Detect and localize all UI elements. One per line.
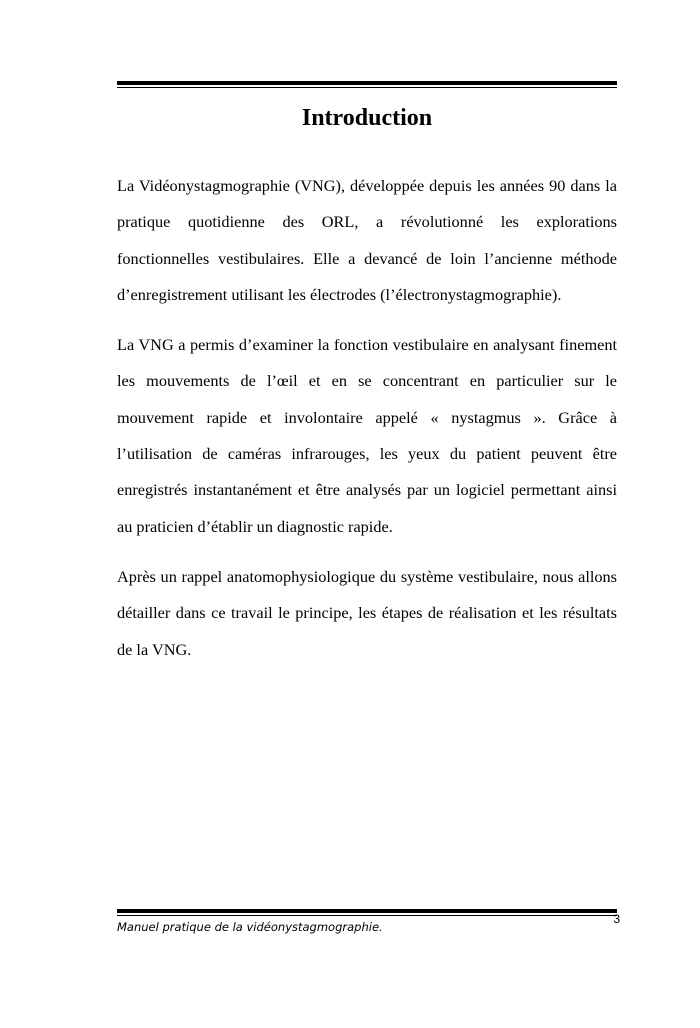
header-rule xyxy=(117,81,617,89)
footer-rule xyxy=(117,909,617,917)
page-number: 3 xyxy=(613,912,620,926)
body-text xyxy=(117,168,617,682)
footer-text: Manuel pratique de la vidéonystagmographie. xyxy=(117,920,383,934)
header-rule-thin xyxy=(117,87,617,88)
footer-rule-thick xyxy=(117,909,617,913)
paragraph-2: La VNG a permis d’examiner la fonction vestibulaire en analysant finement les mouvements de l’œil et en se concentrant en particulier sur le mouvement rapide et involontaire appelé « nystagmus ». Grâce à l’utilisation de caméras infrarouges, les yeux du patient peuvent être enregistrés instantanément et être analysés par un logiciel permettant ainsi au praticien d’établir un diagnostic rapide. xyxy=(117,335,617,536)
paragraph-3: Après un rappel anatomophysiologique du système vestibulaire, nous allons détailler dans ce travail le principe, les étapes de réalisation et les résultats de la VNG. xyxy=(117,566,617,659)
footer-rule-thin xyxy=(117,915,617,916)
page-title: Introduction xyxy=(301,105,433,131)
header-rule-thick xyxy=(117,81,617,85)
paragraph-1: La Vidéonystagmographie (VNG), développée depuis les années 90 dans la pratique quotidienne des ORL, a révolutionné les explorations fonctionnelles vestibulaires. Elle a devancé de loin l’ancienne méthode d’enregistrement utilisant les électrodes (l’électronystagmographie). xyxy=(117,176,617,304)
